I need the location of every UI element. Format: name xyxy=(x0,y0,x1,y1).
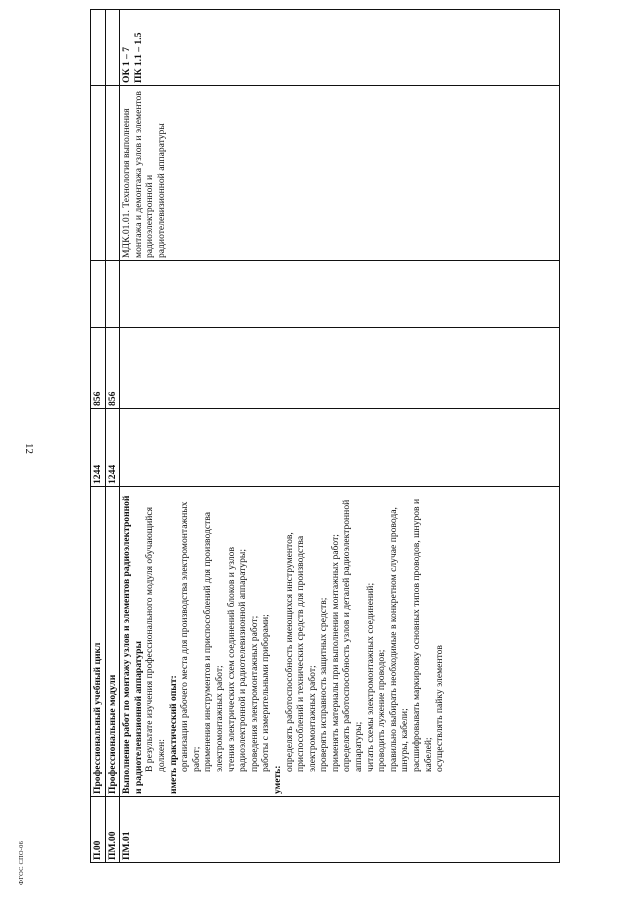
module-title: Выполнение работ по монтажу узлов и элементов радиоэлектронной и радиотелевизионной аппаратуры xyxy=(121,495,144,794)
practical-item: чтения электрических схем соединений блоков и узлов радиоэлектронной и радиотелевизионной аппаратуры; xyxy=(225,547,249,772)
skill-item: осуществлять пайку элементов xyxy=(434,645,446,772)
skill-item: определять работоспособность узлов и деталей радиоэлектронной аппаратуры; xyxy=(341,499,365,772)
row-max-load: 1244 xyxy=(91,409,106,487)
table-row xyxy=(91,10,106,863)
practical-item: организации рабочего места для производства электромонтажных работ; xyxy=(179,501,202,772)
practical-item: проведения электромонтажных работ; xyxy=(248,615,260,772)
footer-code: ФГОС СПО-06 xyxy=(18,840,25,885)
competencies-pk: ПК 1.1 – 1.5 xyxy=(132,32,144,83)
row-code: П.00 xyxy=(91,797,106,863)
practical-heading: иметь практический опыт: xyxy=(167,675,179,794)
row-empty-cell xyxy=(105,86,120,261)
skill-item: правильно выбирать необходимые в конкретном случае провода, шнуры, кабели; xyxy=(387,507,411,772)
row-empty-cell xyxy=(91,10,106,86)
competencies-ok: ОК 1 – 7 xyxy=(121,46,133,83)
practical-item: работы с измерительными приборами; xyxy=(260,614,272,772)
page-number: 12 xyxy=(23,443,35,454)
skill-item: проводить лужение проводов; xyxy=(376,649,388,772)
skill-item: читать схемы электромонтажных соединений; xyxy=(364,582,376,772)
row-empty-cell xyxy=(91,261,106,328)
competencies-cell xyxy=(120,10,560,86)
practical-item: применения инструментов и приспособлений для производства электромонтажных работ; xyxy=(202,512,225,772)
row-mandatory: 856 xyxy=(105,328,120,409)
module-description xyxy=(120,487,560,797)
row-empty-cell xyxy=(91,86,106,261)
skill-item: проверять исправность защитных средств; xyxy=(318,597,330,772)
curriculum-table-wrapper xyxy=(90,32,580,863)
skill-item: расшифровывать маркировку основных типов проводов, шнуров и кабелей; xyxy=(411,498,434,772)
table-row xyxy=(105,10,120,863)
row-max-load: 1244 xyxy=(105,409,120,487)
table-row xyxy=(120,10,560,863)
module-empty-cell xyxy=(120,261,560,328)
row-name: Профессиональный учебный цикл xyxy=(91,487,106,797)
row-empty-cell xyxy=(105,10,120,86)
curriculum-table xyxy=(90,9,560,863)
module-empty-cell xyxy=(120,409,560,487)
skills-heading: уметь: xyxy=(271,765,283,794)
module-intro: В результате изучения профессионального модуля обучающийся должен: xyxy=(144,506,167,772)
mdk-cell: МДК.01.01. Технология выполнения монтажа и демонтажа узлов и элементов радиоэлектронной и радиотелевизионной аппаратуры xyxy=(120,86,560,261)
row-code: ПМ.00 xyxy=(105,797,120,863)
module-code: ПМ.01 xyxy=(120,797,560,863)
module-empty-cell xyxy=(120,328,560,409)
row-mandatory: 856 xyxy=(91,328,106,409)
skill-item: применять материалы при выполнении монтажных работ; xyxy=(329,534,341,772)
skill-item: определять работоспособность имеющихся инструментов, приспособлений и технических средств для производства электромонтажных работ; xyxy=(283,532,318,772)
row-name: Профессиональные модули xyxy=(105,487,120,797)
row-empty-cell xyxy=(105,261,120,328)
